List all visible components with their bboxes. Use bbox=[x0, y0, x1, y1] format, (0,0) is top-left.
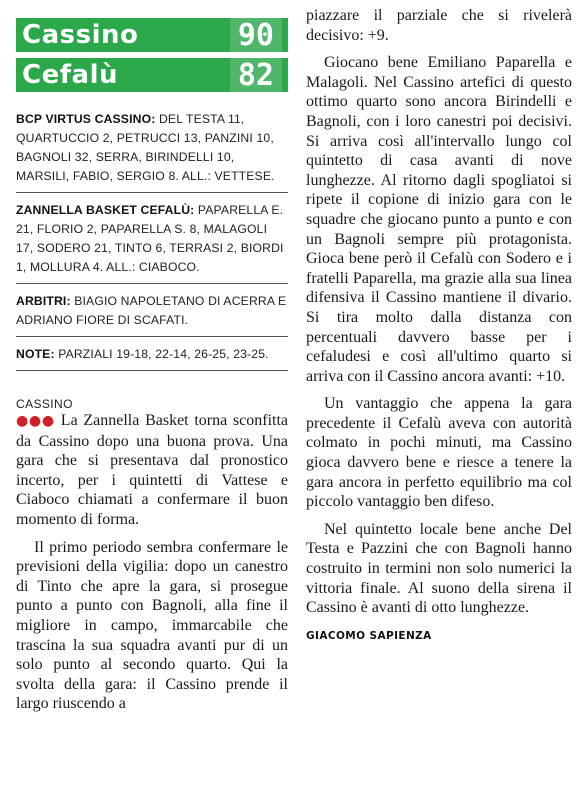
away-team-score: 82 bbox=[230, 58, 282, 93]
referees-text: BIAGIO NAPOLETANO DI ACERRA E ADRIANO FIORE DI SCAFATI. bbox=[16, 294, 287, 327]
article-paragraph bbox=[16, 411, 288, 530]
away-team-name: Cefalù bbox=[22, 60, 118, 90]
away-lineup-text: PAPARELLA E. 21, FLORIO 2, PAPARELLA S. 8, MALAGOLI 17, SODERO 21, TINTO 6, TERRASI 2, BIORDI 1, MOLLURA 4. ALL.: CIABOCO. bbox=[16, 203, 284, 274]
scoreboard-row-away bbox=[16, 58, 288, 92]
bullet-marker: ●●● bbox=[16, 413, 55, 429]
home-lineup bbox=[16, 102, 288, 193]
byline: GIACOMO SAPIENZA bbox=[306, 629, 432, 642]
article-paragraph: Nel quintetto locale bene anche Del Testa e Pazzini che con Bagnoli hanno costruito in termini non solo numerici la vittoria finale. Al suono della sirena il Cassino è avanti di otto lunghezze. bbox=[306, 520, 572, 617]
home-team-score: 90 bbox=[230, 18, 282, 53]
home-team-name: Cassino bbox=[22, 20, 139, 50]
article-paragraph: Un vantaggio che appena la gara precedente il Cefalù aveva con autorità colmato in pochi minuti, ma Cassino gioca davvero bene e riesce a tenere la gara ancora in perfetto equilibrio ma col piccolo vantaggio ben difeso. bbox=[306, 395, 572, 511]
right-column bbox=[306, 6, 572, 642]
left-column bbox=[16, 18, 288, 714]
referees-label: ARBITRI: bbox=[16, 294, 71, 308]
article-paragraph: Il primo periodo sembra confermare le previsioni della vigilia: dopo un canestro di Tinto che apre la gara, si prosegue punto a punto con Bagnoli, alla fine il migliore in campo, immarcabile che trascina la sua squadra avanti pur di un solo punto al secondo quarto. Qui la svolta della gara: il Cassino prende il largo riuscendo a bbox=[16, 538, 288, 713]
article-body-left bbox=[16, 411, 288, 714]
article-body-right bbox=[306, 6, 572, 618]
notes-label: NOTE: bbox=[16, 347, 55, 361]
referees-box bbox=[16, 284, 288, 337]
notes-text: PARZIALI 19-18, 22-14, 26-25, 23-25. bbox=[54, 347, 269, 361]
paragraph-text: La Zannella Basket torna sconfitta da Cassino dopo una buona prova. Una gara che si presentava dal pronostico incerto, per i quintetti di Vattese e Ciaboco chiamati a confermare il buon momento di forma. bbox=[16, 412, 289, 528]
dateline: CASSINO bbox=[16, 397, 73, 411]
notes-box bbox=[16, 337, 288, 371]
home-lineup-text: DEL TESTA 11, QUARTUCCIO 2, PETRUCCI 13, PANZINI 10, BAGNOLI 32, SERRA, BIRINDELLI 10, MARSILI, FABIO, SERGIO 8. ALL.: VETTESE. bbox=[16, 112, 275, 183]
home-lineup-label: BCP VIRTUS CASSINO: bbox=[16, 112, 156, 126]
away-lineup-label: ZANNELLA BASKET CEFALÙ: bbox=[16, 203, 195, 217]
away-lineup bbox=[16, 193, 288, 284]
article-paragraph: piazzare il parziale che si rivelerà decisivo: +9. bbox=[306, 7, 572, 44]
article-paragraph: Giocano bene Emiliano Paparella e Malagoli. Nel Cassino artefici di questo ottimo quarto sono ancora Birindelli e Bagnoli, con i loro canestri poi decisivi. Si arriva così all'intervallo lungo col quintetto di casa avanti di nove lunghezze. Al ritorno dagli spogliatoi si ripete il copione di inizio gara con le squadre che giocano punto a punto e con un Bagnoli sempre più protagonista. Gioca bene però il Cefalù con Sodero e i fratelli Paparella, ma grazie alla sua linea difensiva il Cassino mantiene il divario. Si tira molto dalla distanza con percentuali davvero basse per i cefaludesi e così all'ultimo quarto si arriva con il Cassino ancora avanti: +10. bbox=[306, 54, 572, 385]
scoreboard-row-home bbox=[16, 18, 288, 52]
